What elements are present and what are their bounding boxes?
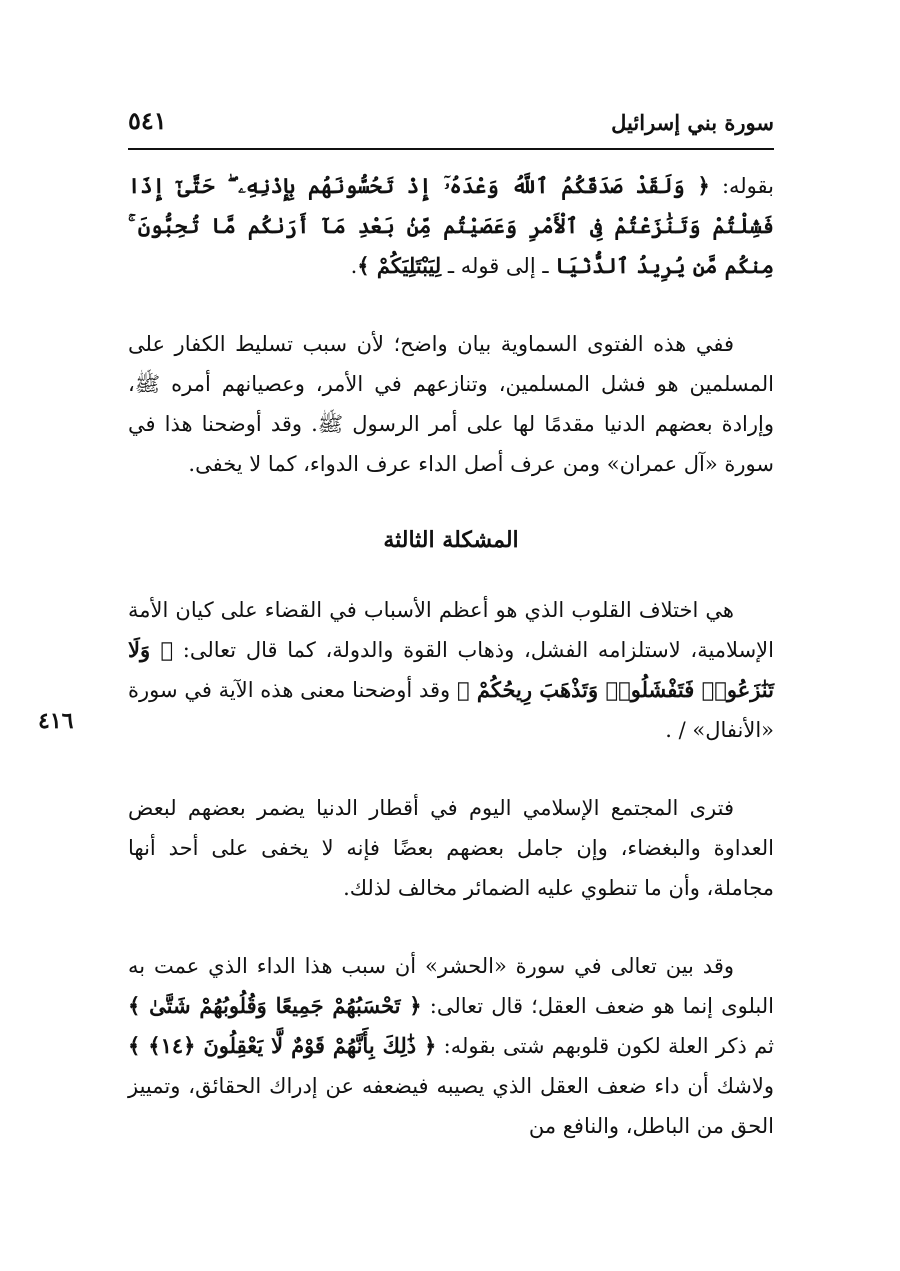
p5-start: وقد بين تعالى في سورة «الحشر» أن سبب هذا الداء الذي عمت به البلوى إنما هو ضعف العقل؛ قال تعالى: bbox=[128, 954, 774, 1018]
header-divider bbox=[128, 148, 774, 150]
p3-end: وقد أوضحنا معنى هذه الآية في سورة «الأنفال» / . bbox=[128, 678, 774, 742]
margin-page-reference: ٤١٦ bbox=[38, 708, 74, 734]
p1-intro: بقوله: bbox=[721, 174, 774, 198]
page-number: ٥٤١ bbox=[128, 106, 167, 135]
p1-mid: ـ إلى قوله ـ bbox=[447, 254, 549, 278]
paragraph-5 bbox=[128, 946, 774, 1146]
p5-mid: ثم ذكر العلة لكون قلوبهم شتى بقوله: bbox=[443, 1034, 774, 1058]
header-title: سورة بني إسرائيل bbox=[611, 110, 774, 135]
paragraph-4: فترى المجتمع الإسلامي اليوم في أقطار الدنيا يضمر بعضهم لبعض العداوة والبغضاء، وإن جامل بعضهم بعضًا فإنه لا يخفى على أحد أنها مجاملة، وأن ما تنطوي عليه الضمائر مخالف لذلك. bbox=[128, 796, 774, 900]
running-header bbox=[128, 102, 774, 146]
p1-end: . bbox=[350, 254, 358, 278]
paragraph-1 bbox=[128, 166, 774, 286]
p3-start: هي اختلاف القلوب الذي هو أعظم الأسباب في القضاء على كيان الأمة الإسلامية، لاستلزامه الفشل، وذهاب القوة والدولة، كما قال تعالى: bbox=[128, 598, 774, 662]
p5-end: ولاشك أن داء ضعف العقل الذي يصيبه فيضعفه عن إدراك الحقائق، وتمييز الحق من الباطل، والنافع من bbox=[128, 1074, 774, 1138]
p5-quran-verse-2: ﴿ ذَٰلِكَ بِأَنَّهُمْ قَوْمٌ لَّا يَعْقِلُونَ ﴿١٤﴾ ﴾ bbox=[128, 1033, 437, 1058]
paragraph-2: ففي هذه الفتوى السماوية بيان واضح؛ لأن سبب تسليط الكفار على المسلمين هو فشل المسلمين، وتنازعهم في الأمر، وعصيانهم أمره ﷺ، وإرادة بعضهم الدنيا مقدمًا لها على أمر الرسول ﷺ. وقد أوضحنا هذا في سورة «آل عمران» ومن عرف أصل الداء عرف الدواء، كما لا يخفى. bbox=[128, 332, 774, 476]
p1-quran-verse: ﴿ وَلَقَدْ صَدَقَكُمُ ٱللَّهُ وَعْدَهُۥٓ إِذْ تَحُسُّونَهُم بِإِذْنِهِۦ ۖ حَتَّىٰٓ إِذَا فَشِلْتُمْ وَتَنَٰزَعْتُمْ فِى ٱلْأَمْرِ وَعَصَيْتُم مِّنۢ بَعْدِ مَآ أَرَىٰكُم مَّا تُحِبُّونَ ۚ مِنكُم مَّن يُرِيدُ ٱلدُّنْيَا bbox=[128, 173, 774, 278]
section-heading: المشكلة الثالثة bbox=[383, 527, 519, 553]
p5-quran-verse-1: ﴿ تَحْسَبُهُمْ جَمِيعًا وَقُلُوبُهُمْ شَتَّىٰ ﴾ bbox=[128, 993, 422, 1018]
p1-quran-verse-end: لِيَبْتَلِيَكُمْ ﴾ bbox=[357, 253, 442, 278]
paragraph-3 bbox=[128, 590, 774, 750]
body-text bbox=[128, 166, 774, 1184]
p3-quran-verse: ﴿ وَلَا تَنَٰزَعُوا۟ فَتَفْشَلُوا۟ وَتَذْهَبَ رِيحُكُمْ ﴾ bbox=[128, 637, 774, 702]
